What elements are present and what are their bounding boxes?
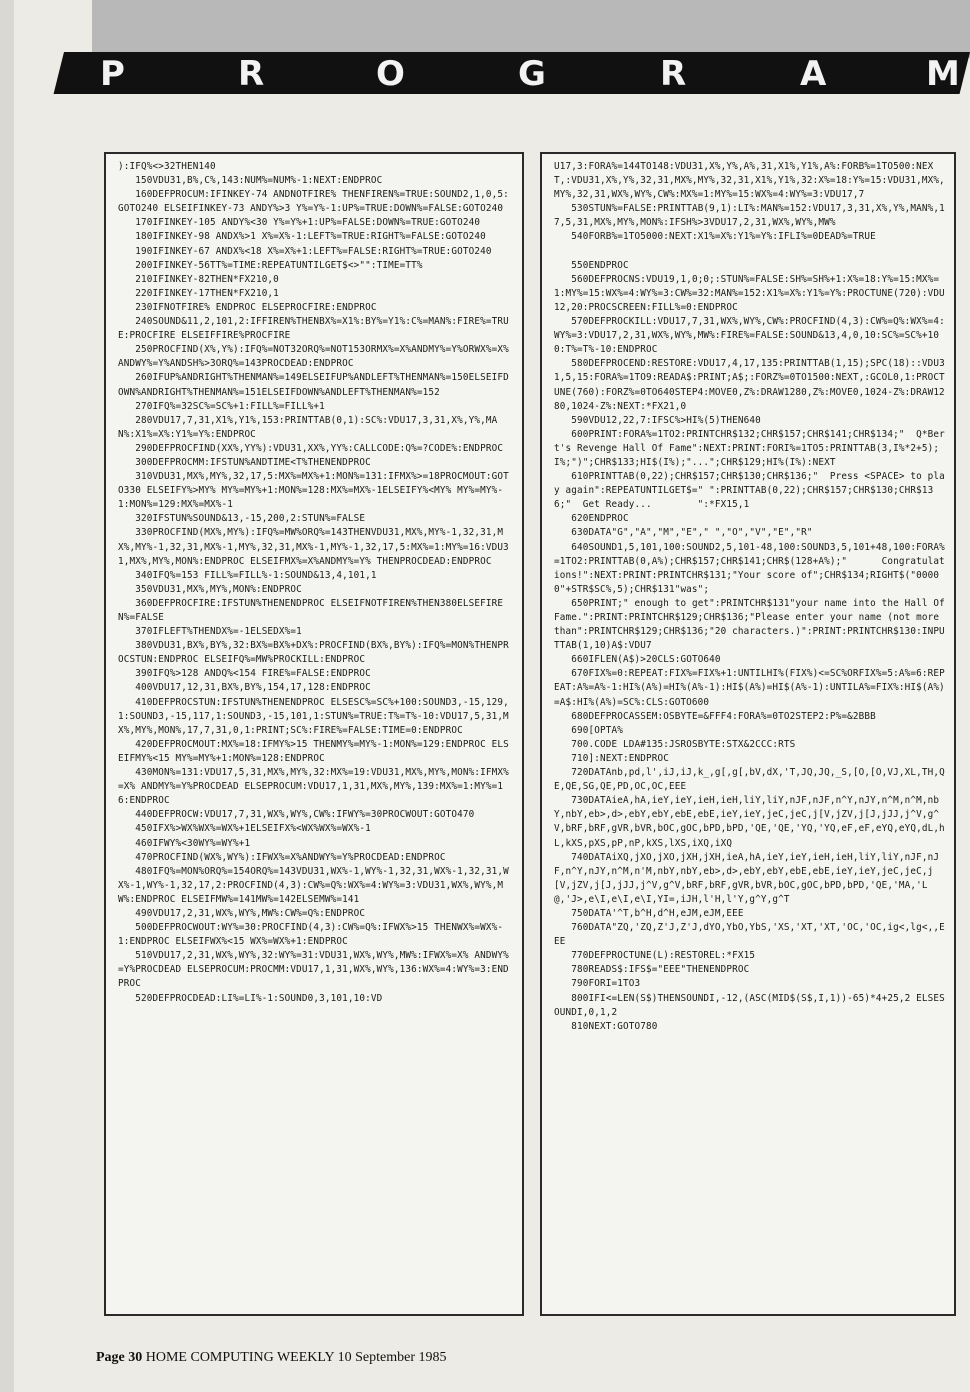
banner-letter: M — [926, 54, 960, 94]
banner-letter: R — [238, 54, 265, 94]
listing-column-left — [104, 152, 524, 1316]
basic-listing-left: ):IFQ%<>32THEN140 150VDU31,B%,C%,143:NUM%=NUM%-1:NEXT:ENDPROC 160DEFPROCUM:IFINKEY-74 ANDNOTFIRE% THENFIREN%=TRUE:SOUND2,1,0,5:GOTO240 ELSEIFINKEY-73 ANDY%>3 Y%=Y%-1:UP%=TRUE:DOWN%=FALSE:GOTO240 170IFINKEY-105 ANDY%<30 Y%=Y%+1:UP%=FALSE:DOWN%=TRUE:GOTO240 180IFINKEY-98 ANDX%>1 X%=X%-1:LEFT%=TRUE:RIGHT%=FALSE:GOTO240 190IFINKEY-67 ANDX%<18 X%=X%+1:LEFT%=FALSE:RIGHT%=TRUE:GOTO240 200IFINKEY-56TT%=TIME:REPEATUNTILGET$<>"":TIME=TT% 210IFINKEY-82THEN*FX210,0 220IFINKEY-17THEN*FX210,1 230IFNOTFIRE% ENDPROC ELSEPROCFIRE:ENDPROC 240SOUND&11,2,101,2:IFFIREN%THENBX%=X1%:BY%=Y1%:C%=MAN%:FIRE%=TRUE:PROCFIRE ELSEIFFIRE%PROCFIRE 250PROCFIND(X%,Y%):IFQ%=NOT32ORQ%=NOT153ORMX%=X%ANDMY%=Y%ORWX%=X%ANDWY%=Y%ANDSH%>3ORQ%=143PROCDEAD:ENDPROC 260IFUP%ANDRIGHT%THENMAN%=149ELSEIFUP%ANDLEFT%THENMAN%=150ELSEIFDOWN%ANDRIGHT%THENMAN%=151ELSEIFDOWN%ANDLEFT%THENMAN%=152 270IFQ%=32SC%=SC%+1:FILL%=FILL%+1 280VDU17,7,31,X1%,Y1%,153:PRINTTAB(0,1):SC%:VDU17,3,31,X%,Y%,MAN%:X1%=X%:Y1%=Y%:ENDPROC 290DEFPROCFIND(XX%,YY%):VDU31,XX%,YY%:CALLCODE:Q%=?CODE%:ENDPROC 300DEFPROCMM:IFSTUN%ANDTIME<T%THENENDPROC 310VDU31,MX%,MY%,32,17,5:MX%=MX%+1:MON%=131:IFMX%>=18PROCMOUT:GOTO330 ELSEIFY%>MY% MY%=MY%+1:MON%=128:MX%=MX%-1ELSEIFY%<MY% MY%=MY%-1:MON%=129:MX%=MX%-1 320IFSTUN%SOUND&13,-15,200,2:STUN%=FALSE 330PROCFIND(MX%,MY%):IFQ%=MW%ORQ%=143THENVDU31,MX%,MY%-1,32,31,MX%,MY%-1,32,31,MX%-1,MY%,32,31,MX%-1,MY%-1,32,17,5:MX%=1:MY%=16:VDU31,MX%,MY%,MON%:ENDPROC ELSEIFMX%=X%ANDMY%=Y% THENPROCDEAD:ENDPROC 340IFQ%=153 FILL%=FILL%-1:SOUND&13,4,101,1 350VDU31,MX%,MY%,MON%:ENDPROC 360DEFPROCFIRE:IFSTUN%THENENDPROC ELSEIFNOTFIREN%THEN380ELSEFIREN%=FALSE 370IFLEFT%THENDX%=-1ELSEDX%=1 380VDU31,BX%,BY%,32:BX%=BX%+DX%:PROCFIND(BX%,BY%):IFQ%=MON%THENPROCSTUN:ENDPROC ELSEIFQ%=MW%PROCKILL:ENDPROC 390IFQ%>128 ANDQ%<154 FIRE%=FALSE:ENDPROC 400VDU17,12,31,BX%,BY%,154,17,128:ENDPROC 410DEFPROCSTUN:IFSTUN%THENENDPROC ELSESC%=SC%+100:SOUND3,-15,129,1:SOUND3,-15,117,1:SOUND3,-15,101,1:STUN%=TRUE:T%=T%-10:VDU17,5,31,MX%,MY%,MON%,17,7,31,0,1:PRINT;SC%:FIRE%=FALSE:TIME=0:ENDPROC 420DEFPROCMOUT:MX%=18:IFMY%>15 THENMY%=MY%-1:MON%=129:ENDPROC ELSEIFMY%<15 MY%=MY%+1:MON%=128:ENDPROC 430MON%=131:VDU17,5,31,MX%,MY%,32:MX%=19:VDU31,MX%,MY%,MON%:IFMX%=X% ANDMY%=Y%PROCDEAD ELSEPROCUM:VDU17,1,31,MX%,MY%,139:MX%=1:MY%=16:ENDPROC 440DEFPROCW:VDU17,7,31,WX%,WY%,CW%:IFWY%=30PROCWOUT:GOTO470 450IFX%>WX%WX%=WX%+1ELSEIFX%<WX%WX%=WX%-1 460IFWY%<30WY%=WY%+1 470PROCFIND(WX%,WY%):IFWX%=X%ANDWY%=Y%PROCDEAD:ENDPROC 480IFQ%=MON%ORQ%=154ORQ%=143VDU31,WX%-1,WY%-1,32,31,WX%-1,32,31,WX%-1,WY%-1,32,17,2:PROCFIND(4,3):CW%=Q%:WX%=4:WY%=3:VDU31,WX%,WY%,MW%:ENDPROC ELSEIFMW%=141MW%=142ELSEMW%=141 490VDU17,2,31,WX%,WY%,MW%:CW%=Q%:ENDPROC 500DEFPROCWOUT:WY%=30:PROCFIND(4,3):CW%=Q%:IFWX%>15 THENWX%=WX%-1:ENDPROC ELSEIFWX%<15 WX%=WX%+1:ENDPROC 510VDU17,2,31,WX%,WY%,32:WY%=31:VDU31,WX%,WY%,MW%:IFWX%=X% ANDWY%=Y%PROCDEAD ELSEPROCUM:PROCMM:VDU17,1,31,WX%,WY%,136:WX%=4:WY%=3:ENDPROC 520DEFPROCDEAD:LI%=LI%-1:SOUND0,3,101,10:VD — [118, 161, 509, 1004]
page-footer — [96, 1350, 447, 1366]
page-number: Page 30 — [96, 1350, 143, 1365]
listing-column-right — [540, 152, 956, 1316]
banner-letter: O — [376, 54, 405, 94]
banner-letter: R — [660, 54, 687, 94]
banner-letter: A — [800, 54, 827, 94]
section-title — [0, 52, 970, 94]
page-gutter — [0, 0, 14, 1392]
header-background — [92, 0, 970, 58]
publication-line: HOME COMPUTING WEEKLY 10 September 1985 — [145, 1350, 447, 1365]
basic-listing-right: U17,3:FORA%=144TO148:VDU31,X%,Y%,A%,31,X1%,Y1%,A%:FORB%=1TO500:NEXT,:VDU31,X%,Y%,32,31,MX%,MY%,32,31,X1%,Y1%,32:X%=18:Y%=15:VDU31,MX%,MY%,32,31,WX%,WY%,CW%:MX%=1:MY%=15:WX%=4:WY%=3:VDU17,7 530STUN%=FALSE:PRINTTAB(9,1):LI%:MAN%=152:VDU17,3,31,X%,Y%,MAN%,17,5,31,MX%,MY%,MON%:IFSH%>3VDU17,2,31,WX%,WY%,MW% 540FORB%=1TO5000:NEXT:X1%=X%:Y1%=Y%:IFLI%=0DEAD%=TRUE 550ENDPROC 560DEFPROCNS:VDU19,1,0;0;:STUN%=FALSE:SH%=SH%+1:X%=18:Y%=15:MX%=1:MY%=15:WX%=4:WY%=3:CW%=32:MAN%=152:X1%=X%:Y1%=Y%:PROCTUNE(720):VDU12,20:PROCSCREEN:FILL%=0:ENDPROC 570DEFPROCKILL:VDU17,7,31,WX%,WY%,CW%:PROCFIND(4,3):CW%=Q%:WX%=4:WY%=3:VDU17,2,31,WX%,WY%,MW%:FIRE%=FALSE:SOUND&13,4,0,10:SC%=SC%+100:T%=T%-10:ENDPROC 580DEFPROCEND:RESTORE:VDU17,4,17,135:PRINTTAB(1,15);SPC(18)::VDU31,5,15:FORA%=1TO9:READA$:PRINT;A$;:FORZ%=0TO1500:NEXT,:GCOL0,1:PROCTUNE(760):FORZ%=0TO640STEP4:MOVE0,Z%:DRAW1280,Z%:MOVE0,1024-Z%:DRAW1280,1024-Z%:NEXT:*FX21,0 590VDU12,22,7:IFSC%>HI%(5)THEN640 600PRINT:FORA%=1TO2:PRINTCHR$132;CHR$157;CHR$141;CHR$134;" Q*Bert's Revenge Hall Of Fame":NEXT:PRINT:FORI%=1TO5:PRINTTAB(3,I%*2+5);I%;")";CHR$133;HI$(I%);"...";CHR$129;HI%(I%):NEXT 610PRINTTAB(0,22);CHR$157;CHR$130;CHR$136;" Press <SPACE> to play again":REPEATUNTILGET$=" ":PRINTTAB(0,22);CHR$157;CHR$130;CHR$136;" Get Ready... ":*FX15,1 620ENDPROC 630DATA"G","A","M","E"," ","O","V","E","R" 640SOUND1,5,101,100:SOUND2,5,101-48,100:SOUND3,5,101+48,100:FORA%=1TO2:PRINTTAB(0,A%);CHR$157;CHR$141;CHR$(128+A%);" Congratulations!":NEXT:PRINT:PRINTCHR$131;"Your score of";CHR$134;RIGHT$("00000"+STR$SC%,5);CHR$131"was"; 650PRINT;" enough to get":PRINTCHR$131"your name into the Hall Of Fame.":PRINT:PRINTCHR$129;CHR$136;"Please enter your name (not more than":PRINTCHR$129;CHR$136;"20 characters.)":PRINT:PRINTCHR$130:INPUTTAB(1,10)A$:VDU7 660IFLEN(A$)>20CLS:GOTO640 670FIX%=0:REPEAT:FIX%=FIX%+1:UNTILHI%(FIX%)<=SC%ORFIX%=5:A%=6:REPEAT:A%=A%-1:HI%(A%)=HI%(A%-1):HI$(A%)=HI$(A%-1):UNTILA%=FIX%:HI$(A%)=A$:HI%(A%)=SC%:CLS:GOTO600 680DEFPROCASSEM:OSBYTE=&FFF4:FORA%=0TO2STEP2:P%=&2BBB 690[OPTA% 700.CODE LDA#135:JSROSBYTE:STX&2CCC:RTS 710]:NEXT:ENDPROC 720DATAnb,pd,l',iJ,iJ,k_,g[,g[,bV,dX,'T,JQ,JQ,_S,[O,[O,VJ,XL,TH,QE,QE,SG,QE,PD,OC,OC,EEE 730DATAieA,hA,ieY,ieY,ieH,ieH,liY,liY,nJF,nJF,n^Y,nJY,n^M,n^M,nbY,nbY,eb>,d>,ebY,ebY,ebE,ebE,ieY,ieY,jeC,jeC,j[V,jZV,j[J,jJJ,j^V,g^V,bRF,bRF,gVR,bVR,bOC,gOC,bPD,bPD,'QE,'QE,'YQ,'YQ,eF,eF,eYQ,eYQ,dL,hL,kXS,pXS,pP,nP,kXS,lXS,iXQ,iXQ 740DATAiXQ,jXO,jXO,jXH,jXH,ieA,hA,ieY,ieY,ieH,ieH,liY,liY,nJF,nJF,n^Y,nJY,n^M,n'M,nbY,nbY,eb>,d>,ebY,ebY,ebE,ebE,ieY,ieY,jeC,jeC,j[V,jZV,j[J,jJJ,j^V,g^V,bRF,bRF,gVR,bVR,bOC,gOC,bPD,bPD,'QE,'MA,'L@,'J>,e\I,e\I,e\I,YI=,iJH,l'H,l'Y,g^Y,g^T 750DATA'^T,b^H,d^H,eJM,eJM,EEE 760DATA"ZQ,'ZQ,Z'J,Z'J,dYO,YbO,YbS,'XS,'XT,'XT,'OC,'OC,ig<,lg<,,EEE 770DEFPROCTUNE(L):RESTOREL:*FX15 780READS$:IFS$="EEE"THENENDPROC 790FORI=1TO3 800IFI<=LEN(S$)THENSOUNDI,-12,(ASC(MID$(S$,I,1))-65)*4+25,2 ELSESOUNDI,0,1,2 810NEXT:GOTO780 — [554, 161, 945, 1032]
banner-letter: G — [518, 54, 546, 94]
banner-letter: P — [100, 54, 125, 94]
